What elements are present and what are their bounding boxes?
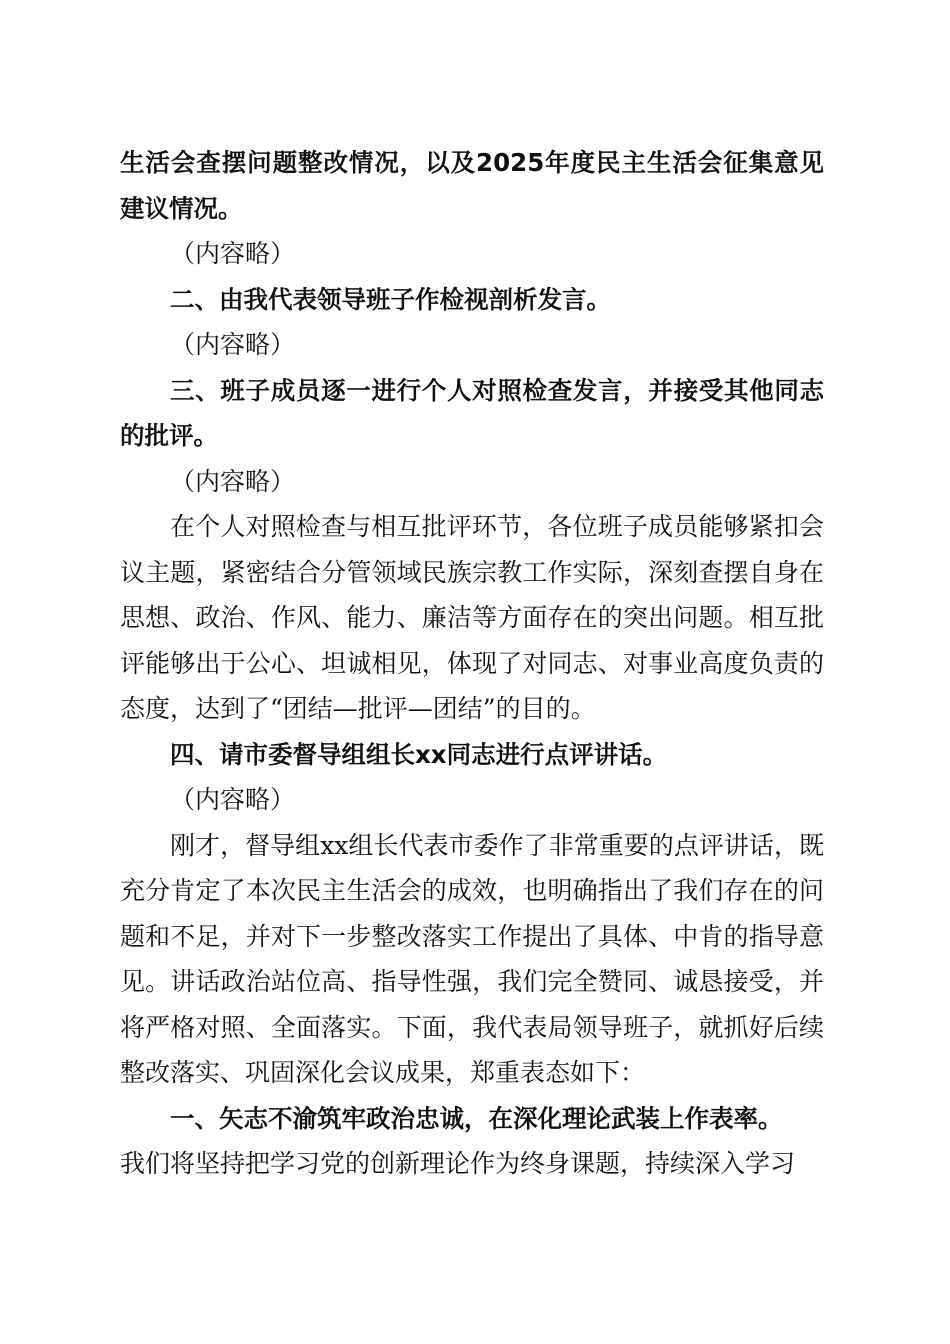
commitment-heading-1: 一、矢志不渝筑牢政治忠诚，在深化理论武装上作表率。 [170, 1103, 783, 1133]
content-omitted-note: （内容略） [170, 466, 296, 496]
content-omitted-note: （内容略） [170, 239, 296, 268]
document-body [120, 140, 824, 1187]
section-heading-3: 三、班子成员逐一进行个人对照检查发言，并接受其他同志的批评。 [120, 375, 824, 450]
paragraph-commitment-body: 我们将坚持把学习党的创新理论作为终身课题，持续深入学习 [120, 1149, 796, 1178]
paragraph-response-statement: 刚才，督导组xx组长代表市委作了非常重要的点评讲话，既充分肯定了本次民主生活会的成效，也明确指出了我们存在的问题和不足，并对下一步整改落实工作提出了具体、中肯的指导意见。讲话政治站位高、指导性强，我们完全赞同、诚恳接受，并将严格对照、全面落实。下面，我代表局领导班子，就抓好后续整改落实、巩固深化会议成果，郑重表态如下： [120, 830, 824, 1087]
content-omitted-note: （内容略） [170, 330, 296, 359]
paragraph-item-review-intro: 生活会查摆问题整改情况，以及2025年度民主生活会征集意见建议情况。 [120, 148, 824, 223]
paragraph-criticism-summary: 在个人对照检查与相互批评环节，各位班子成员能够紧扣会议主题，紧密结合分管领域民族宗教工作实际，深刻查摆自身在思想、政治、作风、能力、廉洁等方面存在的突出问题。相互批评能够出于公心、坦诚相见，体现了对同志、对事业高度负责的态度，达到了“团结—批评—团结”的目的。 [120, 512, 824, 723]
section-heading-4: 四、请市委督导组组长xx同志进行点评讲话。 [170, 739, 668, 769]
content-omitted-note: （内容略） [170, 785, 296, 814]
section-heading-2: 二、由我代表领导班子作检视剖析发言。 [170, 284, 611, 314]
